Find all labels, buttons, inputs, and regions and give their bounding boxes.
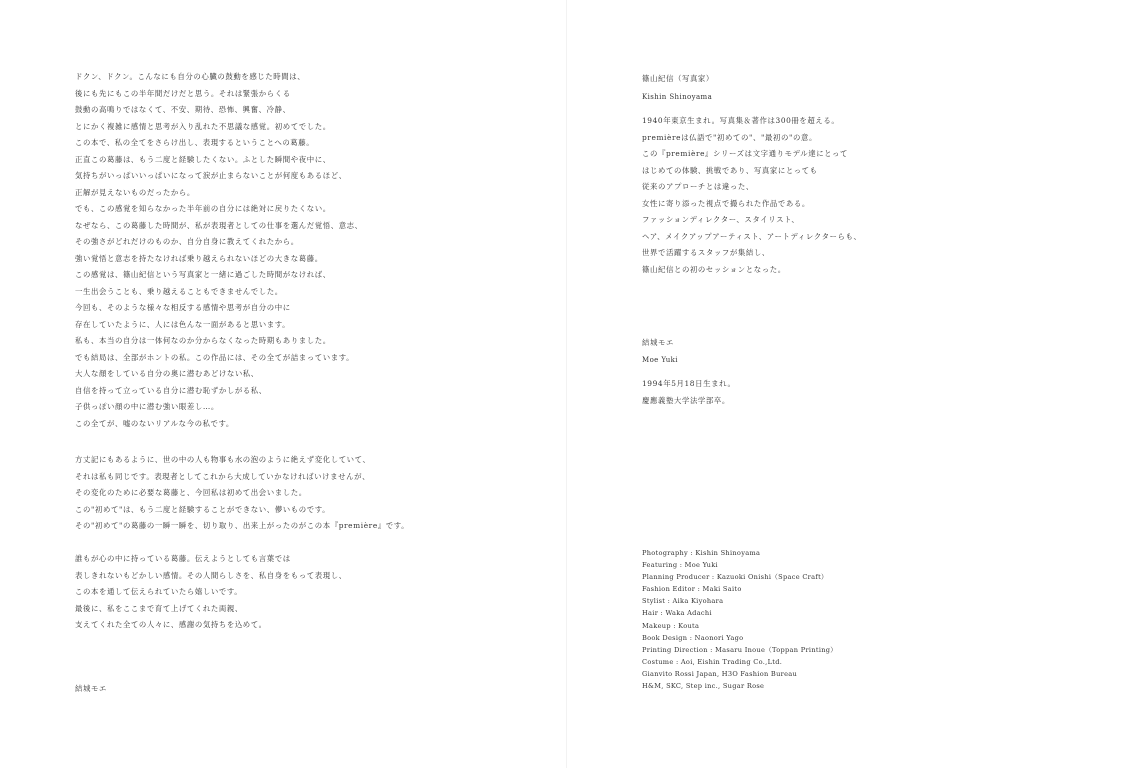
- bio-line: 1994年5月18日生まれ。: [642, 379, 736, 388]
- essay-line: 鼓動の高鳴りではなくて、不安、期待、恐怖、興奮、冷静、: [75, 105, 291, 114]
- credit-line: H&M, SKC, Step inc., Sugar Rose: [642, 682, 765, 691]
- essay-line: 誰もが心の中に持っている葛藤。伝えようとしても言葉では: [75, 554, 291, 563]
- credits-list: [642, 547, 837, 692]
- essay-line: この全てが、嘘のないリアルな今の私です。: [75, 418, 234, 428]
- essay-line: 自信を持って立っている自分に潜む恥ずかしがる私、: [75, 385, 267, 395]
- essay-line: 正直この葛藤は、もう二度と経験したくない。ふとした瞬間や夜中に、: [75, 154, 331, 164]
- essay-line: 強い覚悟と意志を持たなければ乗り越えられないほどの大きな葛藤。: [75, 253, 323, 263]
- essay-line: この本で、私の全てをさらけ出し、表現するということへの葛藤。: [75, 138, 315, 147]
- essay-paragraph-1: [75, 69, 363, 432]
- essay-line: 支えてくれた全ての人々に、感謝の気持ちを込めて。: [75, 620, 267, 629]
- essay-line: 存在していたように、人には色んな一面があると思います。: [75, 319, 291, 329]
- essay-line: この"初めて"は、もう二度と経験することができない、儚いものです。: [75, 504, 331, 514]
- bio-line: ヘア、メイクアップアーティスト、アートディレクターらも、: [642, 231, 862, 241]
- essay-line: その変化のために必要な葛藤と、今回私は初めて出会いました。: [75, 488, 307, 497]
- essay-line: 大人な顔をしている自分の奥に潜むあどけない私、: [75, 369, 259, 378]
- essay-line: この感覚は、篠山紀信という写真家と一緒に過ごした時間がなければ、: [75, 270, 331, 279]
- credit-line: Makeup : Kouta: [642, 621, 700, 630]
- photographer-bio: [642, 113, 862, 278]
- author-signature: 結城モエ: [75, 684, 107, 693]
- essay-line: 後にも先にもこの半年間だけだと思う。それは緊張からくる: [75, 88, 291, 98]
- essay-line: 子供っぽい顔の中に潜む強い眼差し…。: [75, 402, 219, 411]
- bio-line: premièreは仏語で"初めての"、"最初の"の意。: [642, 132, 817, 142]
- credit-line: Stylist : Aika Kiyohara: [642, 597, 724, 606]
- photographer-roman-name: Kishin Shinoyama: [642, 93, 713, 101]
- right-page: [567, 0, 1133, 768]
- model-name: 結城モエ: [642, 338, 674, 347]
- bio-line: この『première』シリーズは文字通りモデル達にとって: [642, 149, 849, 158]
- credit-line: Photography : Kishin Shinoyama: [642, 549, 761, 557]
- bio-line: 1940年東京生まれ。写真集＆著作は300冊を超える。: [642, 116, 840, 125]
- bio-line: はじめての体験、挑戦であり、写真家にとっても: [642, 165, 818, 175]
- left-page: [0, 0, 566, 768]
- model-bio: [642, 376, 736, 409]
- essay-line: 一生出会うことも、乗り越えることもできませんでした。: [75, 286, 283, 296]
- essay-line: 方丈記にもあるように、世の中の人も物事も水の泡のように絶えず変化していて、: [75, 455, 371, 464]
- bio-line: 従来のアプローチとは違った、: [642, 182, 754, 191]
- essay-line: 気持ちがいっぱいいっぱいになって涙が止まらないことが何度もあるほど、: [75, 171, 347, 180]
- bio-line: 世界で活躍するスタッフが集結し、: [642, 248, 770, 257]
- credit-line: Planning Producer : Kazuoki Onishi（Space Craft）: [642, 573, 828, 582]
- essay-line: 表しきれないもどかしい感情。その人間らしさを、私自身をもって表現し、: [75, 570, 347, 580]
- essay-line: 正解が見えないものだったから。: [75, 187, 195, 197]
- essay-line: とにかく複雑に感情と思考が入り乱れた不思議な感覚。初めてでした。: [75, 121, 331, 131]
- bio-line: 篠山紀信との初のセッションとなった。: [642, 264, 786, 274]
- essay-line: その"初めて"の葛藤の一瞬一瞬を、切り取り、出来上がったのがこの本『première』です。: [75, 521, 410, 530]
- essay-line: その強さがどれだけのものか、自分自身に教えてくれたから。: [75, 237, 299, 246]
- essay-line: それは私も同じです。表現者としてこれから大成していかなければいけませんが、: [75, 471, 371, 481]
- essay-line: 私も、本当の自分は一体何なのか分からなくなった時期もありました。: [75, 336, 331, 345]
- credit-line: Costume : Aoi, Eishin Trading Co.,Ltd.: [642, 657, 783, 666]
- essay-paragraph-3: [75, 551, 347, 634]
- essay-line: でも、この感覚を知らなかった半年前の自分には絶対に戻りたくない。: [75, 204, 331, 213]
- photographer-name: 篠山紀信（写真家）: [642, 74, 714, 83]
- bio-line: 女性に寄り添った視点で撮られた作品である。: [642, 198, 810, 208]
- essay-line: ドクン、ドクン。こんなにも自分の心臓の鼓動を感じた時間は、: [75, 72, 306, 81]
- credit-line: Gianvito Rossi Japan, H3O Fashion Bureau: [642, 669, 798, 678]
- bio-line: 慶應義塾大学法学部卒。: [642, 395, 730, 405]
- essay-paragraph-2: [75, 452, 409, 535]
- essay-line: なぜなら、この葛藤した時間が、私が表現者としての仕事を選んだ覚悟、意志、: [75, 220, 363, 230]
- model-roman-name: Moe Yuki: [642, 356, 678, 364]
- credit-line: Book Design : Naonori Yago: [642, 633, 744, 642]
- credit-line: Featuring : Moe Yuki: [642, 561, 718, 570]
- credit-line: Fashion Editor : Maki Saito: [642, 585, 742, 594]
- essay-line: でも結局は、全部がホントの私。この作品には、その全てが詰まっています。: [75, 352, 355, 362]
- bio-line: ファッションディレクター、スタイリスト、: [642, 215, 800, 224]
- essay-line: 今回も、そのような様々な相反する感情や思考が自分の中に: [75, 303, 291, 312]
- essay-line: この本を通して伝えられていたら嬉しいです。: [75, 587, 243, 596]
- credit-line: Hair : Waka Adachi: [642, 609, 712, 618]
- essay-line: 最後に、私をここまで育て上げてくれた両親、: [75, 603, 243, 613]
- credit-line: Printing Direction : Masaru Inoue（Toppan Printing）: [642, 645, 838, 654]
